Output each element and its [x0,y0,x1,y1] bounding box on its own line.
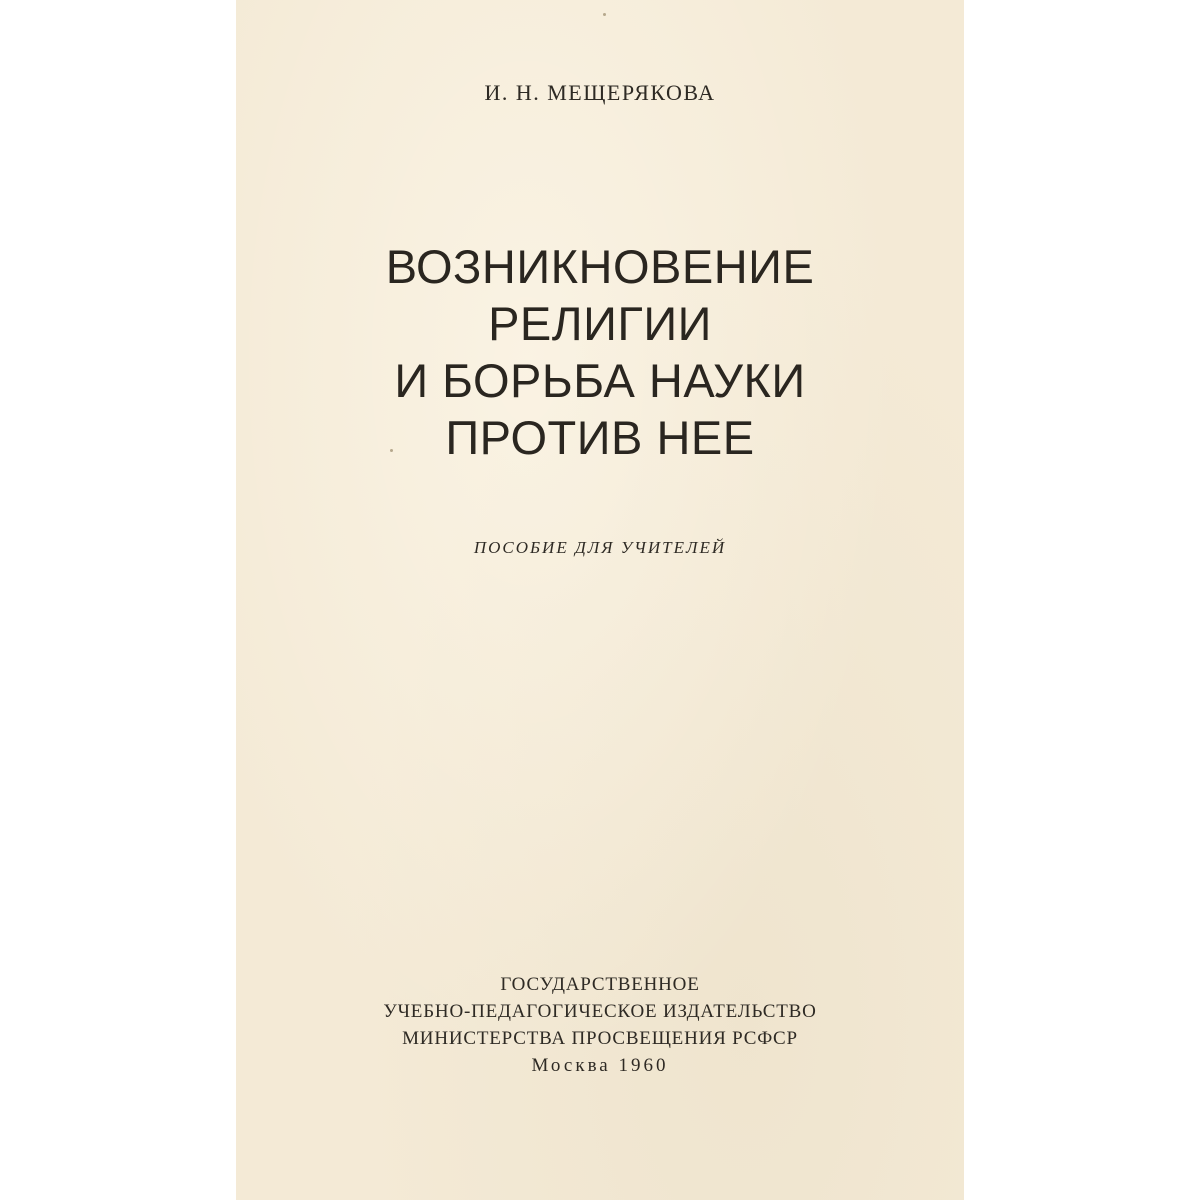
book-title [236,238,964,466]
author-name: И. Н. МЕЩЕРЯКОВА [484,80,716,105]
title-line: ВОЗНИКНОВЕНИЕ [385,240,815,293]
paper-speck [603,13,606,16]
title-line: И БОРЬБА НАУКИ [394,354,806,407]
publisher-block [236,971,964,1079]
publisher-line: МИНИСТЕРСТВА ПРОСВЕЩЕНИЯ РСФСР [402,1028,798,1049]
city-year: Москва 1960 [531,1055,669,1076]
publisher-line: ГОСУДАРСТВЕННОЕ [500,974,700,995]
publisher-line: УЧЕБНО-ПЕДАГОГИЧЕСКОЕ ИЗДАТЕЛЬСТВО [383,1001,817,1022]
subtitle: ПОСОБИЕ ДЛЯ УЧИТЕЛЕЙ [473,538,727,557]
title-line: ПРОТИВ НЕЕ [445,411,755,464]
title-page [236,0,964,1200]
title-line: РЕЛИГИИ [488,297,712,350]
